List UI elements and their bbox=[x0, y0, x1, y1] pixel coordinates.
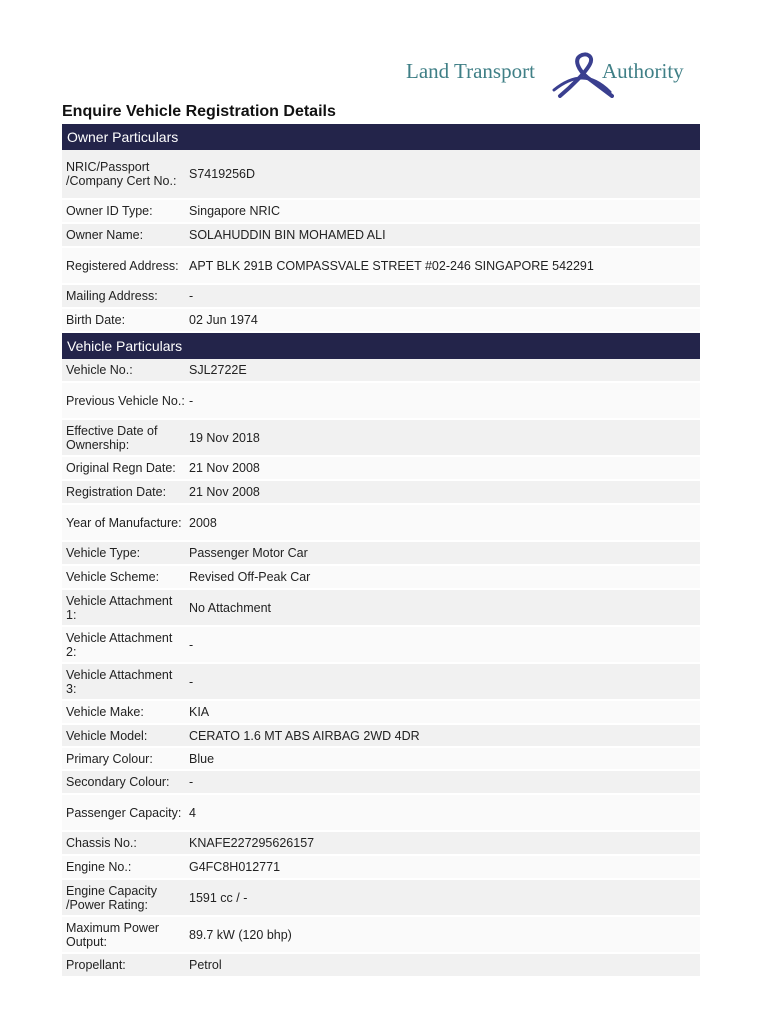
vehicle-row-attachment-2 bbox=[62, 627, 700, 664]
field-value: SOLAHUDDIN BIN MOHAMED ALI bbox=[189, 228, 386, 242]
field-label: Secondary Colour: bbox=[66, 775, 170, 789]
field-value: KNAFE227295626157 bbox=[189, 836, 315, 850]
field-value: Revised Off-Peak Car bbox=[189, 570, 311, 584]
field-label: Vehicle Make: bbox=[66, 705, 144, 719]
vehicle-row-scheme bbox=[62, 566, 700, 590]
vehicle-row-passenger-capacity bbox=[62, 795, 700, 832]
vehicle-row-original-regn-date bbox=[62, 457, 700, 481]
vehicle-row-model bbox=[62, 725, 700, 748]
field-value: Passenger Motor Car bbox=[189, 546, 308, 560]
logo-text-left: Land Transport bbox=[406, 59, 535, 83]
field-value: G4FC8H012771 bbox=[189, 860, 281, 874]
field-label: Vehicle Attachment 2: bbox=[66, 630, 173, 659]
field-label: Maximum Power Output: bbox=[66, 920, 160, 949]
vehicle-row-engine-capacity bbox=[62, 880, 700, 917]
vehicle-row-attachment-3 bbox=[62, 664, 700, 701]
field-value: 1591 cc / - bbox=[189, 890, 248, 905]
field-label: Chassis No.: bbox=[66, 836, 137, 850]
vehicle-row-attachment-1 bbox=[62, 590, 700, 627]
field-value: SJL2722E bbox=[189, 363, 247, 377]
vehicle-row-previous-number bbox=[62, 383, 700, 420]
field-label: Owner ID Type: bbox=[66, 204, 153, 218]
vehicle-row-type bbox=[62, 542, 700, 566]
vehicle-row-year-of-manufacture bbox=[62, 505, 700, 542]
field-label: NRIC/Passport /Company Cert No.: bbox=[66, 160, 177, 188]
field-label: Passenger Capacity: bbox=[66, 805, 182, 820]
field-label: Birth Date: bbox=[66, 313, 126, 327]
lta-logo bbox=[406, 50, 702, 98]
field-value: Petrol bbox=[189, 958, 222, 972]
owner-row-name bbox=[62, 224, 700, 248]
field-label: Vehicle Attachment 3: bbox=[66, 667, 173, 696]
owner-row-nric bbox=[62, 150, 700, 200]
field-label: Vehicle No.: bbox=[66, 363, 133, 377]
field-label: Propellant: bbox=[66, 958, 126, 972]
vehicle-row-ownership-date bbox=[62, 420, 700, 457]
field-label: Owner Name: bbox=[66, 228, 144, 242]
field-value: 19 Nov 2018 bbox=[189, 430, 260, 445]
field-value: 89.7 kW (120 bhp) bbox=[189, 927, 292, 942]
field-value: 2008 bbox=[189, 515, 217, 530]
field-value: KIA bbox=[189, 705, 210, 719]
vehicle-row-number bbox=[62, 359, 700, 383]
field-label: Vehicle Model: bbox=[66, 728, 148, 743]
vehicle-row-propellant bbox=[62, 954, 700, 978]
field-label: Previous Vehicle No.: bbox=[66, 393, 185, 408]
vehicle-rows bbox=[62, 359, 700, 978]
owner-row-mailing-address bbox=[62, 285, 700, 309]
field-value: S7419256D bbox=[189, 167, 256, 181]
field-value: - bbox=[189, 775, 194, 789]
vehicle-row-make bbox=[62, 701, 700, 725]
vehicle-section-header: Vehicle Particulars bbox=[62, 333, 700, 359]
field-label: Mailing Address: bbox=[66, 289, 158, 303]
vehicle-row-registration-date bbox=[62, 481, 700, 505]
field-label: Original Regn Date: bbox=[66, 461, 176, 475]
vehicle-row-chassis-no bbox=[62, 832, 700, 856]
field-label: Primary Colour: bbox=[66, 751, 153, 766]
field-value: - bbox=[189, 393, 194, 408]
field-value: 21 Nov 2008 bbox=[189, 461, 260, 475]
field-value: 21 Nov 2008 bbox=[189, 485, 260, 499]
field-label: Vehicle Attachment 1: bbox=[66, 593, 173, 622]
field-value: No Attachment bbox=[189, 600, 271, 615]
registration-details bbox=[62, 124, 700, 978]
field-value: CERATO 1.6 MT ABS AIRBAG 2WD 4DR bbox=[189, 728, 420, 743]
field-value: APT BLK 291B COMPASSVALE STREET #02-246 SINGAPORE 542291 bbox=[189, 258, 594, 273]
field-label: Engine Capacity /Power Rating: bbox=[66, 883, 158, 912]
field-value: 02 Jun 1974 bbox=[189, 313, 258, 327]
vehicle-row-engine-no bbox=[62, 856, 700, 880]
field-label: Vehicle Type: bbox=[66, 546, 141, 560]
field-label: Vehicle Scheme: bbox=[66, 570, 160, 584]
field-value: Singapore NRIC bbox=[189, 204, 281, 218]
owner-row-id-type bbox=[62, 200, 700, 224]
field-label: Effective Date of Ownership: bbox=[66, 423, 158, 452]
field-label: Year of Manufacture: bbox=[66, 515, 182, 530]
field-value: - bbox=[189, 637, 194, 652]
owner-row-registered-address bbox=[62, 248, 700, 285]
vehicle-row-max-power bbox=[62, 917, 700, 954]
field-value: - bbox=[189, 289, 194, 303]
logo-text-right: Authority bbox=[602, 59, 684, 83]
owner-rows bbox=[62, 150, 700, 333]
owner-row-birth-date bbox=[62, 309, 700, 333]
owner-section-header: Owner Particulars bbox=[62, 124, 700, 150]
field-value: 4 bbox=[189, 805, 196, 820]
vehicle-row-primary-colour bbox=[62, 748, 700, 771]
page-title: Enquire Vehicle Registration Details bbox=[62, 103, 336, 120]
vehicle-row-secondary-colour bbox=[62, 771, 700, 795]
field-value: - bbox=[189, 674, 194, 689]
field-label: Registered Address: bbox=[66, 258, 179, 273]
field-label: Engine No.: bbox=[66, 860, 132, 874]
field-value: Blue bbox=[189, 751, 215, 766]
field-label: Registration Date: bbox=[66, 485, 167, 499]
